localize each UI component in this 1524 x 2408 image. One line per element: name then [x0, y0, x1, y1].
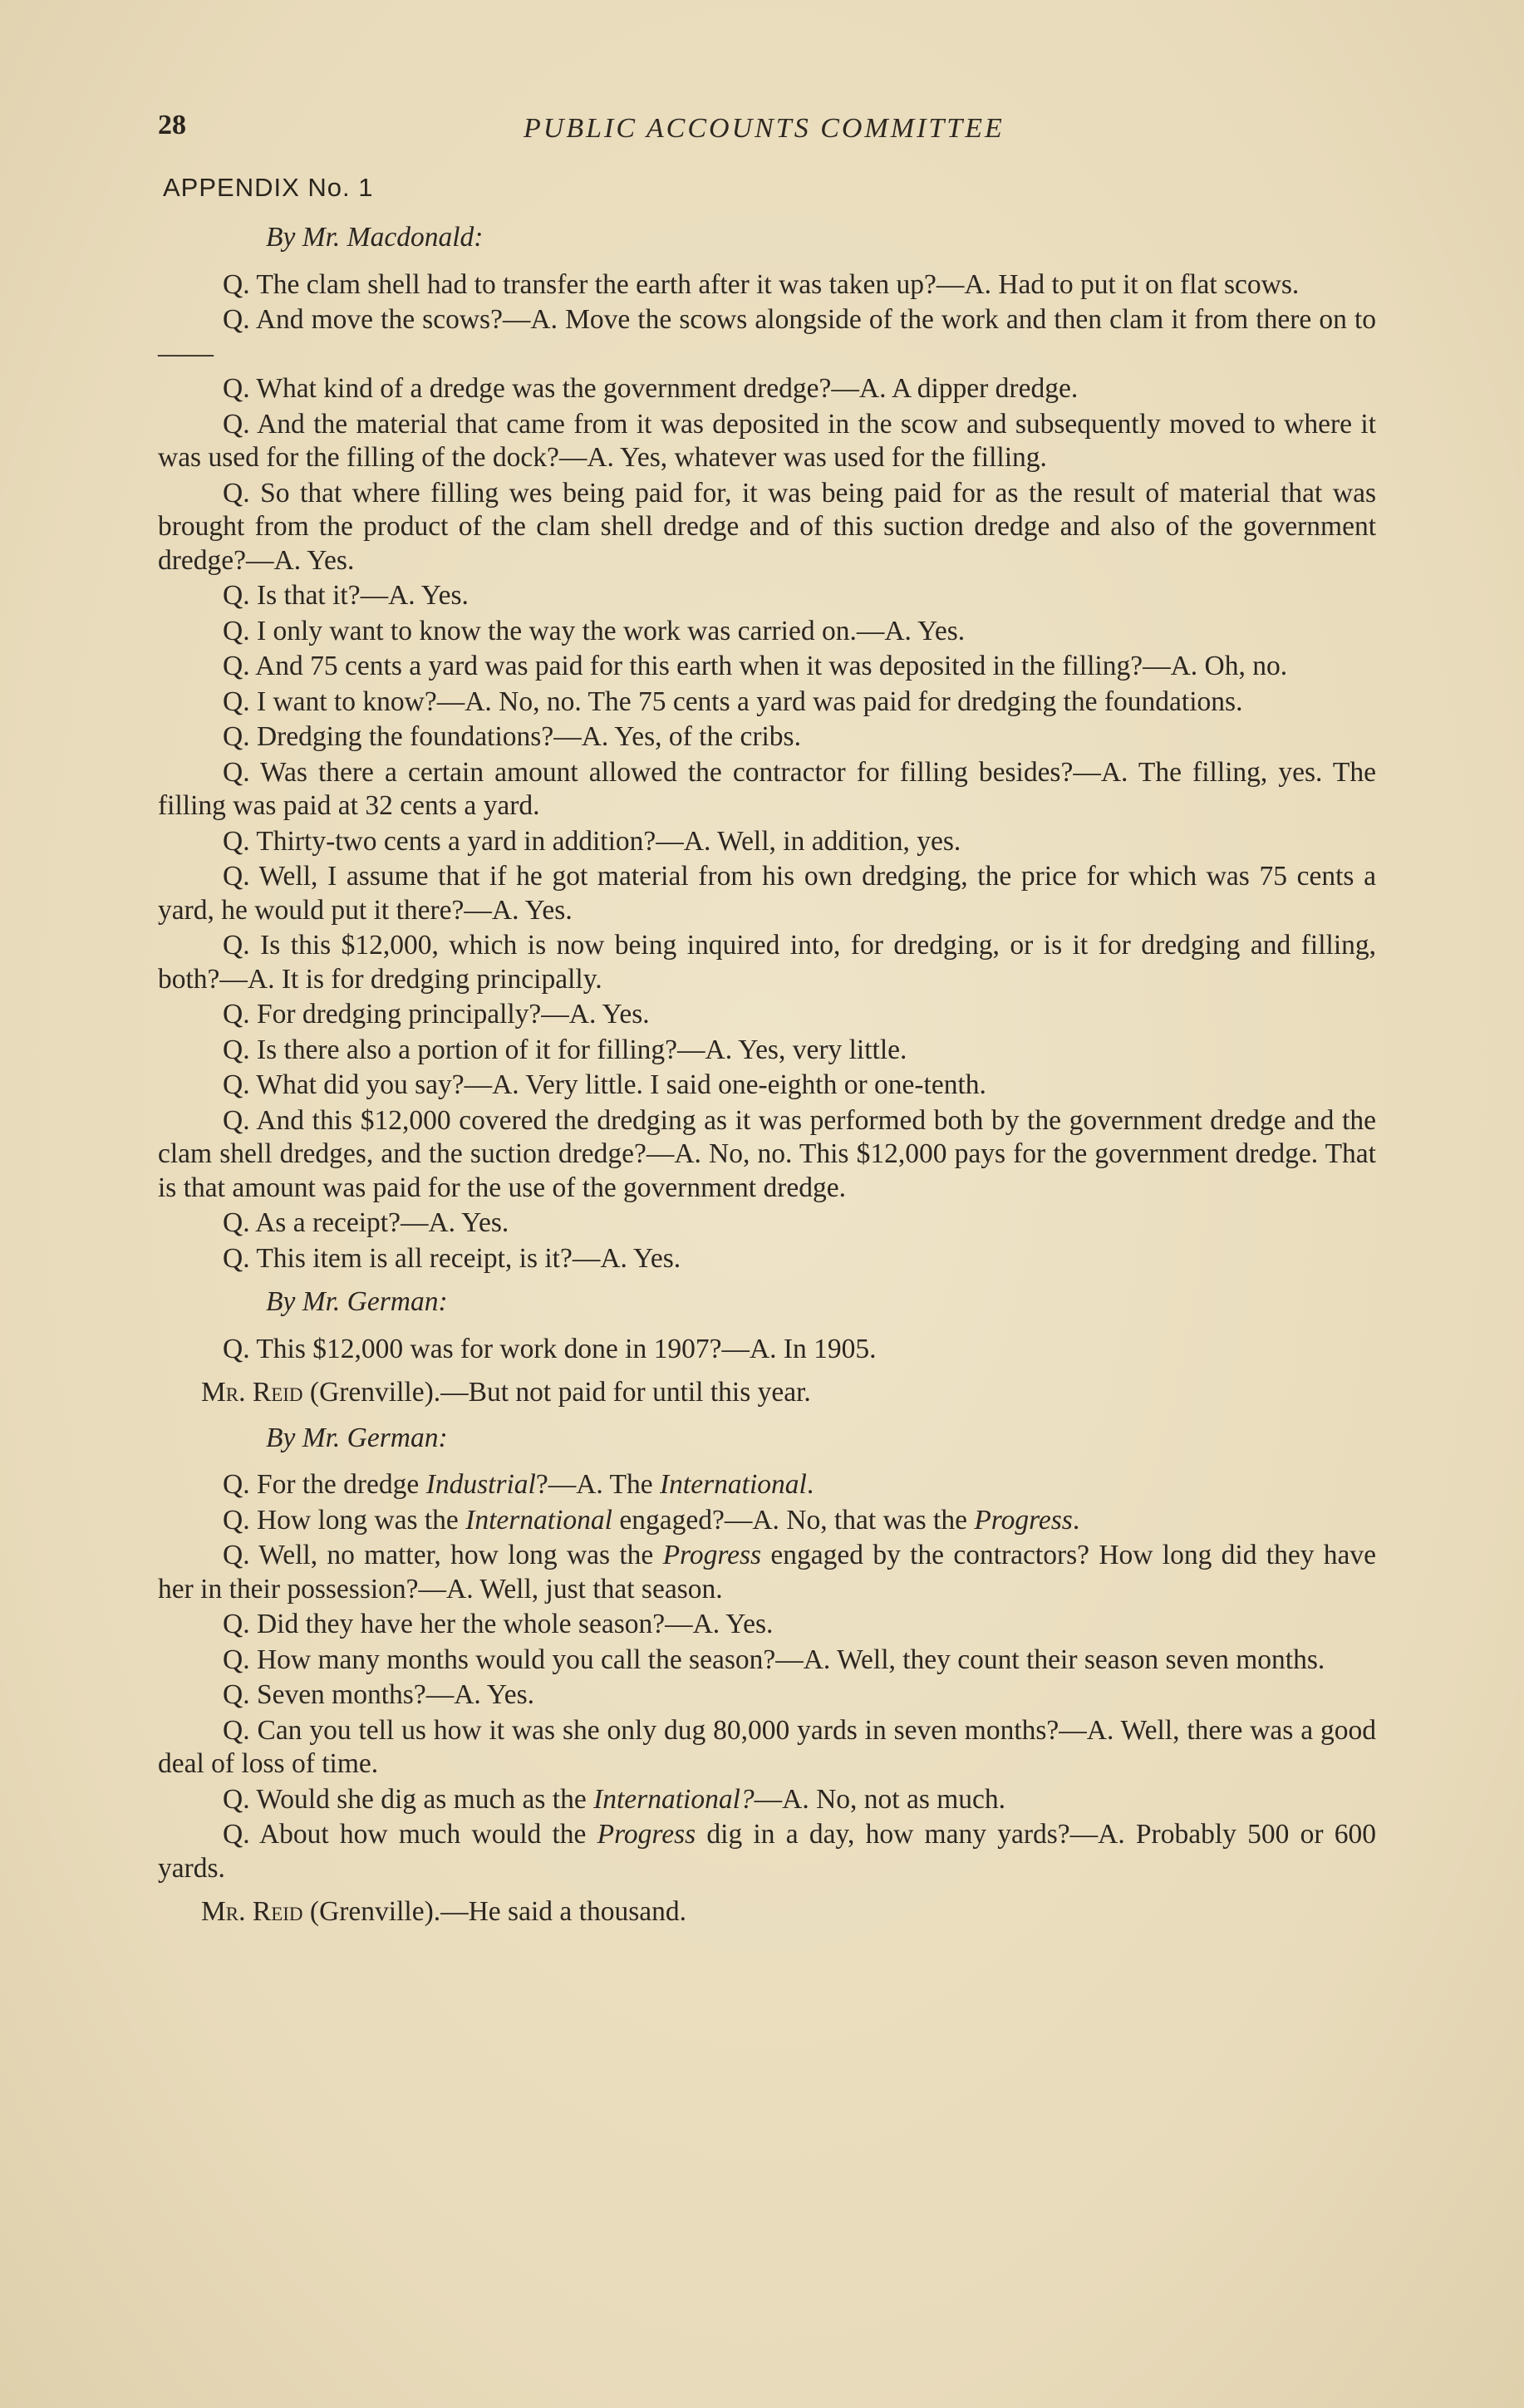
- qa-text: dig in a day, how many yards?—A. Probably 500 or 600 yards.: [158, 1819, 1376, 1884]
- vessel-name: International?: [593, 1783, 755, 1815]
- qa-text: Q. Well, no matter, how long was the: [223, 1540, 663, 1570]
- vessel-name: International: [465, 1504, 612, 1536]
- qa-text: ?—A. The: [535, 1469, 661, 1500]
- qa-paragraph: [158, 1714, 1376, 1781]
- vessel-name: Progress: [974, 1504, 1073, 1536]
- qa-paragraph: Q. What kind of a dredge was the government dredge?—A. A dipper dredge.: [223, 373, 1079, 404]
- qa-paragraph: Q. Well, I assume that if he got material from his own dredging, the price for which was 75 cents a yard, he would put it there?—A. Yes.: [158, 861, 1376, 926]
- running-title: PUBLIC ACCOUNTS COMMITTEE: [524, 113, 1005, 144]
- vessel-name: Industrial: [425, 1469, 536, 1500]
- remark-speaker-name: Mr. Reid: [201, 1377, 303, 1408]
- qa-text: Q. Did they have her the whole season?—A. Yes.: [223, 1609, 774, 1639]
- qa-paragraph: Q. The clam shell had to transfer the earth after it was taken up?—A. Had to put it on flat scows.: [223, 268, 1300, 300]
- qa-paragraph: Q. Was there a certain amount allowed the contractor for filling besides?—A. The filling, yes. The filling was paid at 32 cents a yard.: [158, 756, 1376, 821]
- qa-paragraph: Q. This $12,000 was for work done in 1907?—A. In 1905.: [223, 1333, 877, 1364]
- qa-text: Q. How many months would you call the season?—A. Well, they count their season seven months.: [223, 1644, 1325, 1675]
- qa-paragraph: Q. Is there also a portion of it for filling?—A. Yes, very little.: [223, 1034, 907, 1065]
- qa-text: Q. About how much would the: [223, 1819, 597, 1850]
- qa-text: —A. No, not as much.: [754, 1783, 1006, 1815]
- qa-paragraph: Q. Is that it?—A. Yes.: [223, 580, 469, 611]
- qa-paragraph: [158, 1504, 1376, 1538]
- remark-reid: [158, 1376, 1376, 1410]
- qa-paragraph: Q. As a receipt?—A. Yes.: [223, 1207, 509, 1238]
- page-number: 28: [158, 110, 186, 140]
- vessel-name: Progress: [597, 1819, 696, 1850]
- appendix-label: APPENDIX No. 1: [163, 173, 374, 202]
- vessel-name: Progress: [662, 1540, 762, 1570]
- speaker-heading: By Mr. German:: [266, 1422, 448, 1453]
- qa-paragraph: Q. Is this $12,000, which is now being inquired into, for dredging, or is it for dredging and filling, both?—A. It is for dredging principally.: [158, 930, 1376, 995]
- page-header: [158, 110, 1371, 160]
- qa-paragraph: Q. So that where filling wes being paid for, it was being paid for as the result of material that was brought from the product of the clam shell dredge and of this suction dredge and also of the government dredge?—A. Yes.: [158, 477, 1376, 576]
- remark-text: (Grenville).—But not paid for until this year.: [302, 1377, 811, 1408]
- transcript-body: [158, 221, 1376, 1941]
- qa-paragraph: Q. And move the scows?—A. Move the scows alongside of the work and then clam it from there on to——: [158, 304, 1376, 369]
- qa-paragraph: [158, 1818, 1376, 1885]
- qa-paragraph: Q. Thirty-two cents a yard in addition?—A. Well, in addition, yes.: [223, 825, 961, 857]
- qa-paragraph: Q. I want to know?—A. No, no. The 75 cents a yard was paid for dredging the foundations.: [223, 686, 1243, 717]
- qa-text: Q. Seven months?—A. Yes.: [223, 1679, 535, 1710]
- qa-text: .: [1072, 1504, 1080, 1536]
- qa-paragraph: [158, 1468, 1376, 1502]
- speaker-heading: By Mr. Macdonald:: [266, 222, 484, 253]
- qa-paragraph: Q. Dredging the foundations?—A. Yes, of the cribs.: [223, 721, 801, 752]
- qa-paragraph: [158, 1539, 1376, 1606]
- qa-paragraph: Q. For dredging principally?—A. Yes.: [223, 999, 650, 1030]
- qa-text: engaged by the contractors? How long did they have her in their possession?—A. Well, just that season.: [158, 1540, 1376, 1605]
- qa-text: Q. How long was the: [223, 1504, 466, 1536]
- remark-speaker-name: Mr. Reid: [201, 1896, 303, 1927]
- qa-text: Q. Would she dig as much as the: [223, 1783, 594, 1815]
- qa-section-german: [158, 1333, 1376, 1367]
- remark-text: (Grenville).—He said a thousand.: [302, 1896, 686, 1927]
- qa-paragraph: Q. And the material that came from it was deposited in the scow and subsequently moved to where it was used for the filling of the dock?—A. Yes, whatever was used for the filling.: [158, 408, 1376, 473]
- qa-paragraph: [158, 1678, 1376, 1713]
- qa-paragraph: [158, 1783, 1376, 1817]
- qa-paragraph: Q. What did you say?—A. Very little. I said one-eighth or one-tenth.: [223, 1069, 986, 1100]
- qa-paragraph: Q. And this $12,000 covered the dredging as it was performed both by the government dredge and the clam shell dredges, and the suction dredge?—A. No, no. This $12,000 pays for the government dredge. That is that amount was paid for the use of the government dredge.: [158, 1104, 1376, 1203]
- qa-paragraph: [158, 1644, 1376, 1678]
- qa-text: engaged?—A. No, that was the: [612, 1504, 975, 1536]
- remark-reid: [158, 1895, 1376, 1929]
- qa-text: .: [806, 1469, 814, 1500]
- qa-paragraph: Q. And 75 cents a yard was paid for this earth when it was deposited in the filling?—A. Oh, no.: [223, 651, 1288, 681]
- qa-paragraph: Q. This item is all receipt, is it?—A. Yes.: [223, 1242, 681, 1274]
- speaker-heading: By Mr. German:: [266, 1286, 448, 1317]
- qa-paragraph: Q. I only want to know the way the work was carried on.—A. Yes.: [223, 615, 966, 646]
- vessel-name: International: [660, 1469, 807, 1500]
- qa-section-macdonald: [158, 268, 1376, 1276]
- qa-section-german-2: [158, 1468, 1376, 1885]
- qa-text: Q. Can you tell us how it was she only dug 80,000 yards in seven months?—A. Well, there was a good deal of loss of time.: [158, 1714, 1376, 1779]
- qa-paragraph: [158, 1608, 1376, 1642]
- qa-text: Q. For the dredge: [223, 1469, 426, 1500]
